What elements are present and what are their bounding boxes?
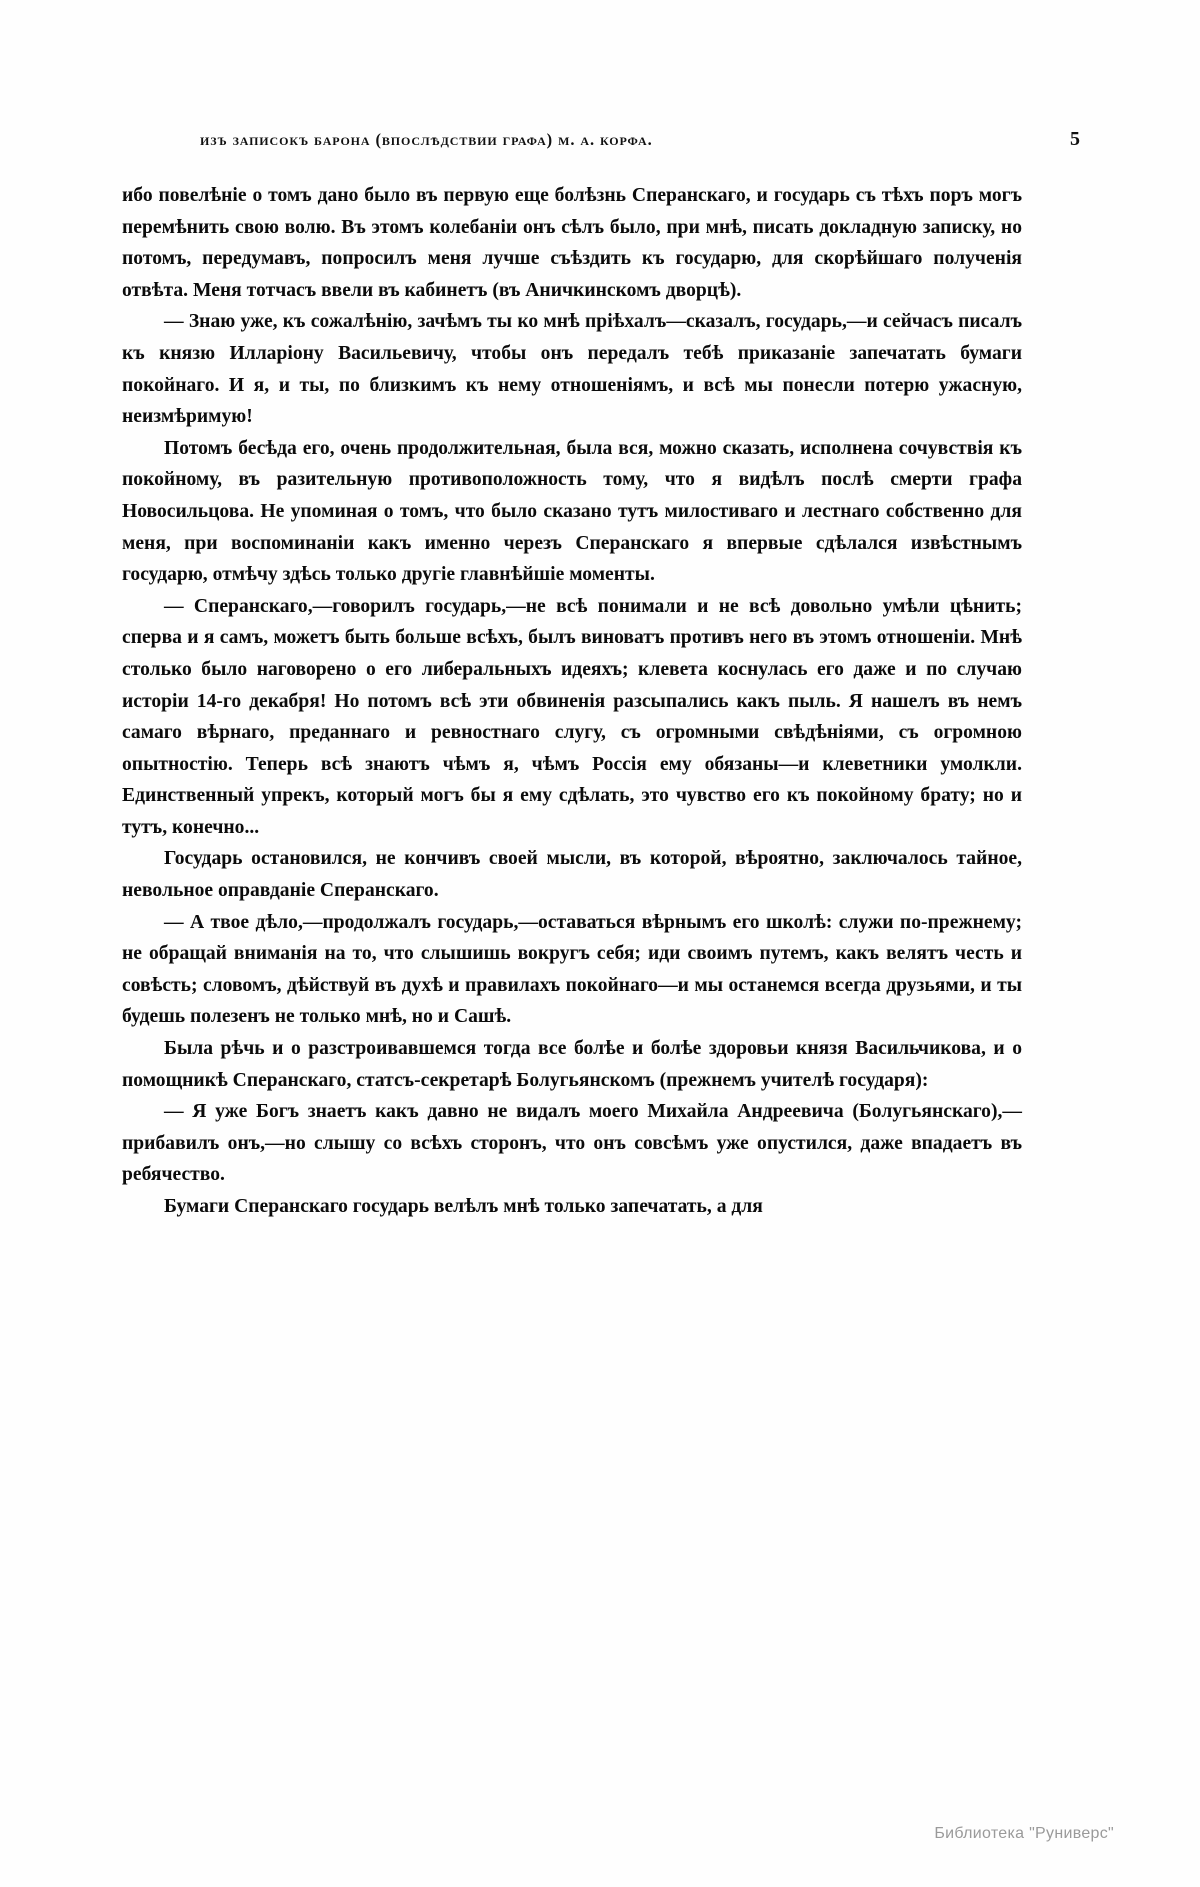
page-header [120,130,1080,150]
paragraph: Государь остановился, не кончивъ своей мысли, въ которой, вѣроятно, заключалось тайное, невольное оправданіе Сперанскаго. [122,848,1022,902]
paragraph: Была рѣчь и о разстроивавшемся тогда все болѣе и болѣе здоровьи князя Васильчикова, и о помощникѣ Сперанскаго, статсъ-секретарѣ Болугьянскомъ (прежнемъ учителѣ государя): [122,1038,1022,1091]
paragraph: Бумаги Сперанскаго государь велѣлъ мнѣ только запечатать, а для [164,1196,763,1217]
paragraph: Потомъ бесѣда его, очень продолжительная, была вся, можно сказать, исполнена сочувствія къ покойному, въ разительную противоположность тому, что я видѣлъ послѣ смерти графа Новосильцова. Не упоминая о томъ, что было сказано тутъ милостиваго и лестнаго собственно для меня, при воспоминаніи какъ именно черезъ Сперанскаго я впервые сдѣлался извѣстнымъ государю, отмѣчу здѣсь только другіе главнѣйшіе моменты. [122,437,1022,586]
paragraph: — А твое дѣло,—продолжалъ государь,—оставаться вѣрнымъ его школѣ: служи по-прежнему; не обращай вниманія на то, что слышишь вокругъ себя; иди своимъ путемъ, какъ велятъ честь и совѣсть; словомъ, дѣйствуй въ духѣ и правилахъ покойнаго—и мы останемся всегда друзьями, и ты будешь полезенъ не только мнѣ, но и Сашѣ. [122,911,1022,1028]
paragraph: — Знаю уже, къ сожалѣнію, зачѣмъ ты ко мнѣ пріѣхалъ—сказалъ, государь,—и сейчасъ писалъ къ князю Илларіону Васильевичу, чтобы онъ передалъ тебѣ приказаніе запечатать бумаги покойнаго. И я, и ты, по близкимъ къ нему отношеніямъ, и всѣ мы понесли потерю ужасную, неизмѣримую! [122,311,1022,428]
running-title: изъ записокъ барона (впослѣдствии графа) м. а. корфа. [200,130,653,149]
paragraph: — Я уже Богъ знаетъ какъ давно не видалъ моего Михайла Андреевича (Болугьянскаго),—прибавилъ онъ,—но слышу со всѣхъ сторонъ, что онъ совсѣмъ уже опустился, даже впадаетъ въ ребячество. [122,1101,1022,1186]
body-text [122,180,1022,1223]
paragraph: — Сперанскаго,—говорилъ государь,—не всѣ понимали и не всѣ довольно умѣли цѣнить; сперва и я самъ, можетъ быть больше всѣхъ, былъ виноватъ противъ него въ этомъ отношеніи. Мнѣ столько было наговорено о его либеральныхъ идеяхъ; клевета коснулась его даже и по случаю исторіи 14-го декабря! Но потомъ всѣ эти обвиненія разсыпались какъ пыль. Я нашелъ въ немъ самаго вѣрнаго, преданнаго и ревностнаго слугу, съ огромными свѣдѣніями, съ огромною опытностію. Теперь всѣ знаютъ чѣмъ я, чѣмъ Россія ему обязаны—и клеветники умолкли. Единственный упрекъ, который могъ бы я ему сдѣлать, это чувство его къ покойному брату; но и тутъ, конечно... [122,595,1022,838]
page-number: 5 [1070,128,1080,150]
paragraph: ибо повелѣніе о томъ дано было въ первую еще болѣзнь Сперанскаго, и государь съ тѣхъ поръ могъ перемѣнить свою волю. Въ этомъ колебаніи онъ сѣлъ было, при мнѣ, писать докладную записку, но потомъ, передумавъ, попросилъ меня лучше съѣздить къ государю, для скорѣйшаго полученія отвѣта. Меня тотчасъ ввели въ кабинетъ (въ Аничкинскомъ дворцѣ). [122,185,1022,301]
library-watermark: Библиотека "Руниверс" [934,1825,1114,1842]
